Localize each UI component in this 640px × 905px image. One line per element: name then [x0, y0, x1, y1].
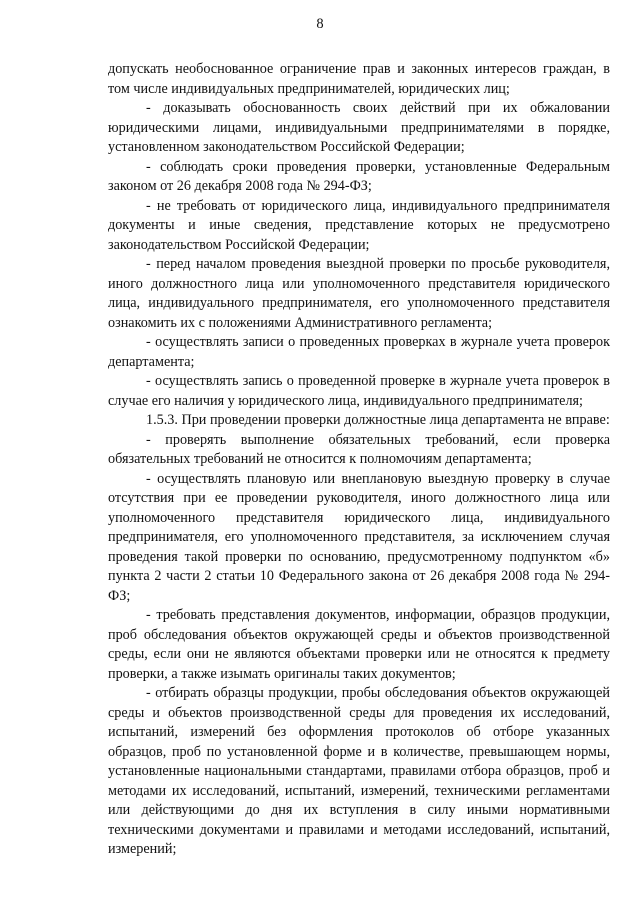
paragraph: - доказывать обоснованность своих действий при их обжаловании юридическими лицами, индивидуальными предпринимателями в порядке, установленном законодательством Российской Федерации; — [108, 100, 610, 155]
paragraph: - проверять выполнение обязательных требований, если проверка обязательных требований не относится к полномочиям департамента; — [108, 431, 610, 467]
paragraph: допускать необоснованное ограничение прав и законных интересов граждан, в том числе индивидуальных предпринимателей, юридических лиц; — [108, 61, 610, 97]
paragraph: - отбирать образцы продукции, пробы обследования объектов окружающей среды и объектов производственной среды для проведения их исследований, испытаний, измерений без оформления протоколов об отборе указанных образцов, проб по установленной форме и в количестве, превышающем нормы, установленные национальными стандартами, правилами отбора образцов, проб и методами их исследований, испытаний, измерений, техническими регламентами или действующими до дня их вступления в силу иными нормативными техническими документами и правилами и методами исследований, испытаний, измерений; — [108, 685, 610, 857]
paragraph: - требовать представления документов, информации, образцов продукции, проб обследования объектов окружающей среды и объектов производственной среды, если они не являются объектами проверки или не относятся к предмету проверки, а также изымать оригиналы таких документов; — [108, 607, 610, 682]
section-heading-1-5-3: 1.5.3. При проведении проверки должностные лица департамента не вправе: — [146, 412, 610, 428]
document-body — [108, 60, 610, 860]
paragraph: - осуществлять запись о проведенной проверке в журнале учета проверок в случае его наличия у юридического лица, индивидуального предпринимателя; — [108, 373, 610, 409]
paragraph: - перед началом проведения выездной проверки по просьбе руководителя, иного должностного лица или уполномоченного представителя юридического лица, индивидуального предпринимателя, его уполномоченного представителя ознакомить их с положениями Административного регламента; — [108, 256, 610, 331]
paragraph: - соблюдать сроки проведения проверки, установленные Федеральным законом от 26 декабря 2008 года № 294-ФЗ; — [108, 158, 610, 194]
paragraph: - осуществлять записи о проведенных проверках в журнале учета проверок департамента; — [108, 334, 610, 370]
page-number: 8 — [316, 16, 324, 32]
paragraph: - осуществлять плановую или внеплановую выездную проверку в случае отсутствия при ее проведении руководителя, иного должностного лица или уполномоченного представителя юридического лица, индивидуального предпринимателя, его уполномоченного представителя, за исключением случая проведения такой проверки по основанию, предусмотренному подпунктом «б» пункта 2 части 2 статьи 10 Федерального закона от 26 декабря 2008 года № 294-ФЗ; — [108, 470, 610, 604]
paragraph: - не требовать от юридического лица, индивидуального предпринимателя документы и иные сведения, представление которых не предусмотрено законодательством Российской Федерации; — [108, 197, 610, 253]
